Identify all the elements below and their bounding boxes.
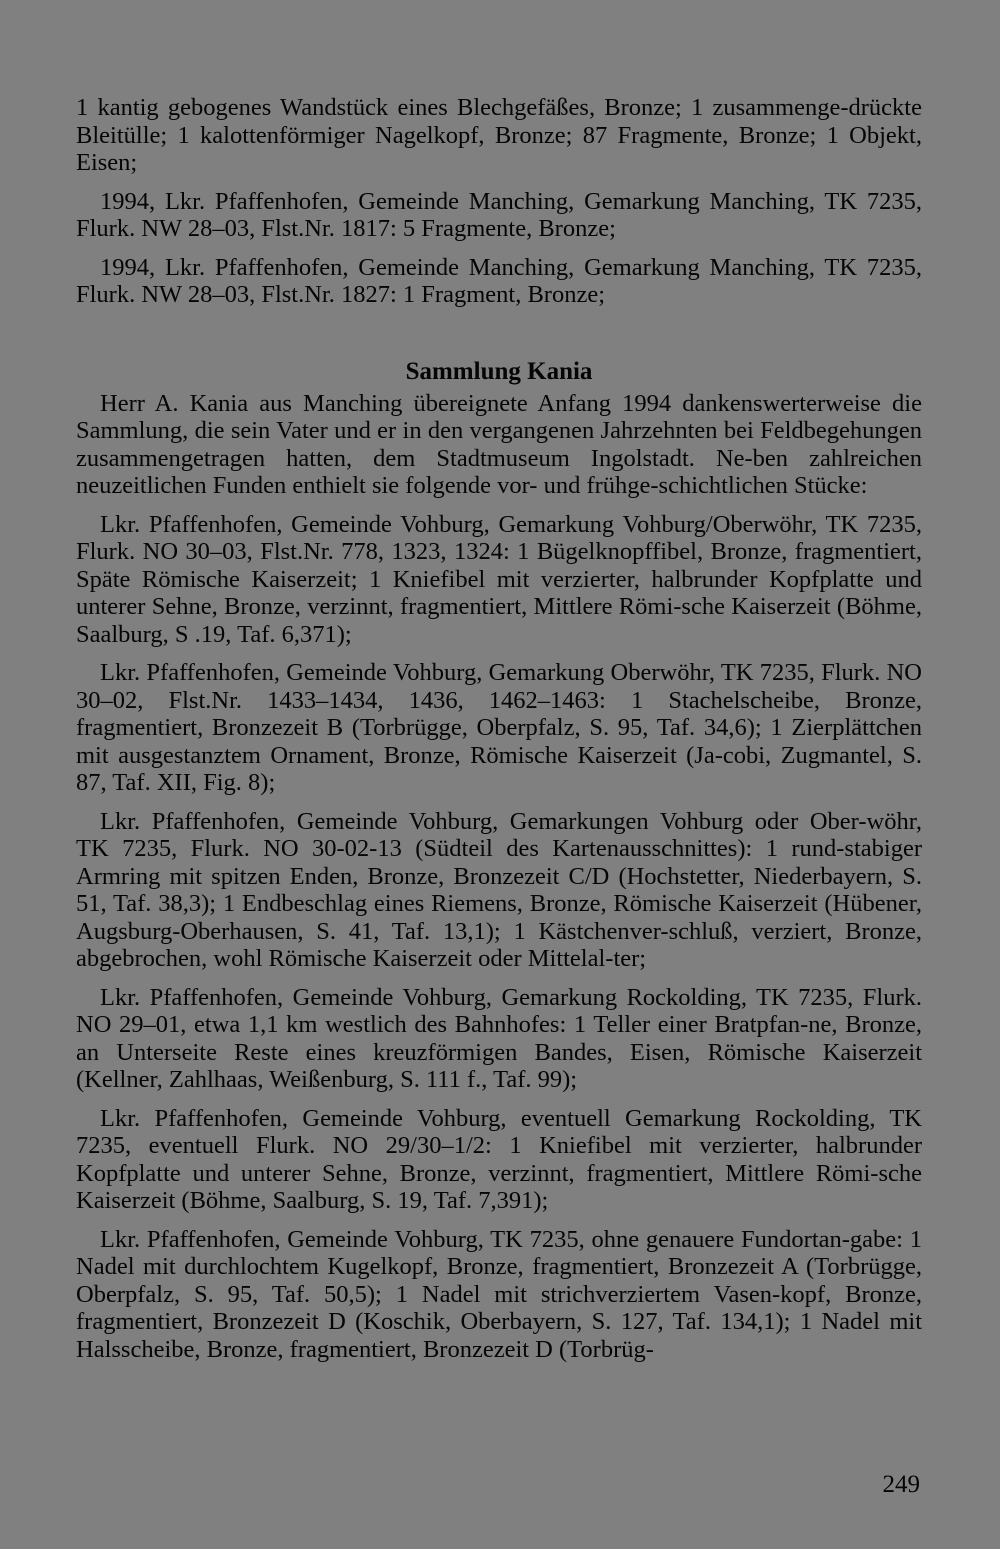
page-body (76, 94, 922, 1363)
section-paragraph-entry-6: Lkr. Pfaffenhofen, Gemeinde Vohburg, TK 7235, ohne genauere Fundortan-gabe: 1 Nadel mit durchlochtem Kugelkopf, Bronze, fragmentiert, Bronzezeit A (Torbrügge, Oberpfalz, S. 95, Taf. 50,5); 1 Nadel mit strichverziertem Vasen-kopf, Bronze, fragmentiert, Bronzezeit D (Koschik, Oberbayern, S. 127, Taf. 134,1); 1 Nadel mit Halsscheibe, Bronze, fragmentiert, Bronzezeit D (Torbrüg- (76, 1225, 922, 1363)
paragraph-top-3: 1994, Lkr. Pfaffenhofen, Gemeinde Manching, Gemarkung Manching, TK 7235, Flurk. NW 28–03, Flst.Nr. 1827: 1 Fragment, Bronze; (76, 253, 922, 308)
section-paragraph-entry-5: Lkr. Pfaffenhofen, Gemeinde Vohburg, eventuell Gemarkung Rockolding, TK 7235, eventuell Flurk. NO 29/30–1/2: 1 Kniefibel mit verzierter, halbrunder Kopfplatte und unterer Sehne, Bronze, verzinnt, fragmentiert, Mittlere Römi-sche Kaiserzeit (Böhme, Saalburg, S. 19, Taf. 7,391); (76, 1104, 922, 1214)
section-paragraph-entry-2: Lkr. Pfaffenhofen, Gemeinde Vohburg, Gemarkung Oberwöhr, TK 7235, Flurk. NO 30–02, Flst.Nr. 1433–1434, 1436, 1462–1463: 1 Stachelscheibe, Bronze, fragmentiert, Bronzezeit B (Torbrügge, Oberpfalz, S. 95, Taf. 34,6); 1 Zierplättchen mit ausgestanztem Ornament, Bronze, Römische Kaiserzeit (Ja-cobi, Zugmantel, S. 87, Taf. XII, Fig. 8); (76, 659, 922, 796)
section-paragraph-entry-1: Lkr. Pfaffenhofen, Gemeinde Vohburg, Gemarkung Vohburg/Oberwöhr, TK 7235, Flurk. NO 30–03, Flst.Nr. 778, 1323, 1324: 1 Bügelknopffibel, Bronze, fragmentiert, Späte Römische Kaiserzeit; 1 Kniefibel mit verzierter, halbrunder Kopfplatte und unterer Sehne, Bronze, verzinnt, fragmentiert, Mittlere Römi-sche Kaiserzeit (Böhme, Saalburg, S .19, Taf. 6,371); (76, 510, 922, 648)
section-paragraph-entry-3: Lkr. Pfaffenhofen, Gemeinde Vohburg, Gemarkungen Vohburg oder Ober-wöhr, TK 7235, Flurk. NO 30-02-13 (Südteil des Kartenausschnittes): 1 rund-stabiger Armring mit spitzen Enden, Bronze, Bronzezeit C/D (Hochstetter, Niederbayern, S. 51, Taf. 38,3); 1 Endbeschlag eines Riemens, Bronze, Römische Kaiserzeit (Hübener, Augsburg-Oberhausen, S. 41, Taf. 13,1); 1 Kästchenver-schluß, verziert, Bronze, abgebrochen, wohl Römische Kaiserzeit oder Mittelal-ter; (76, 807, 922, 972)
section-heading: Sammlung Kania (405, 357, 593, 385)
section-paragraph-intro: Herr A. Kania aus Manching übereignete Anfang 1994 dankenswerterweise die Sammlung, die sein Vater und er in den vergangenen Jahrzehnten bei Feldbegehungen zusammengetragen hatten, dem Stadtmuseum Ingolstadt. Ne-ben zahlreichen neuzeitlichen Funden enthielt sie folgende vor- und frühge-schichtlichen Stücke: (76, 389, 922, 499)
paragraph-top-1: 1 kantig gebogenes Wandstück eines Blechgefäßes, Bronze; 1 zusammenge-drückte Bleitülle; 1 kalottenförmiger Nagelkopf, Bronze; 87 Fragmente, Bronze; 1 Objekt, Eisen; (76, 94, 922, 176)
section-paragraph-entry-4: Lkr. Pfaffenhofen, Gemeinde Vohburg, Gemarkung Rockolding, TK 7235, Flurk. NO 29–01, etwa 1,1 km westlich des Bahnhofes: 1 Teller einer Bratpfan-ne, Bronze, an Unterseite Reste eines kreuzförmigen Bandes, Eisen, Römische Kaiserzeit (Kellner, Zahlhaas, Weißenburg, S. 111 f., Taf. 99); (76, 983, 922, 1093)
paragraph-top-2: 1994, Lkr. Pfaffenhofen, Gemeinde Manching, Gemarkung Manching, TK 7235, Flurk. NW 28–03, Flst.Nr. 1817: 5 Fragmente, Bronze; (76, 187, 922, 242)
page-number: 249 (882, 1471, 920, 1498)
